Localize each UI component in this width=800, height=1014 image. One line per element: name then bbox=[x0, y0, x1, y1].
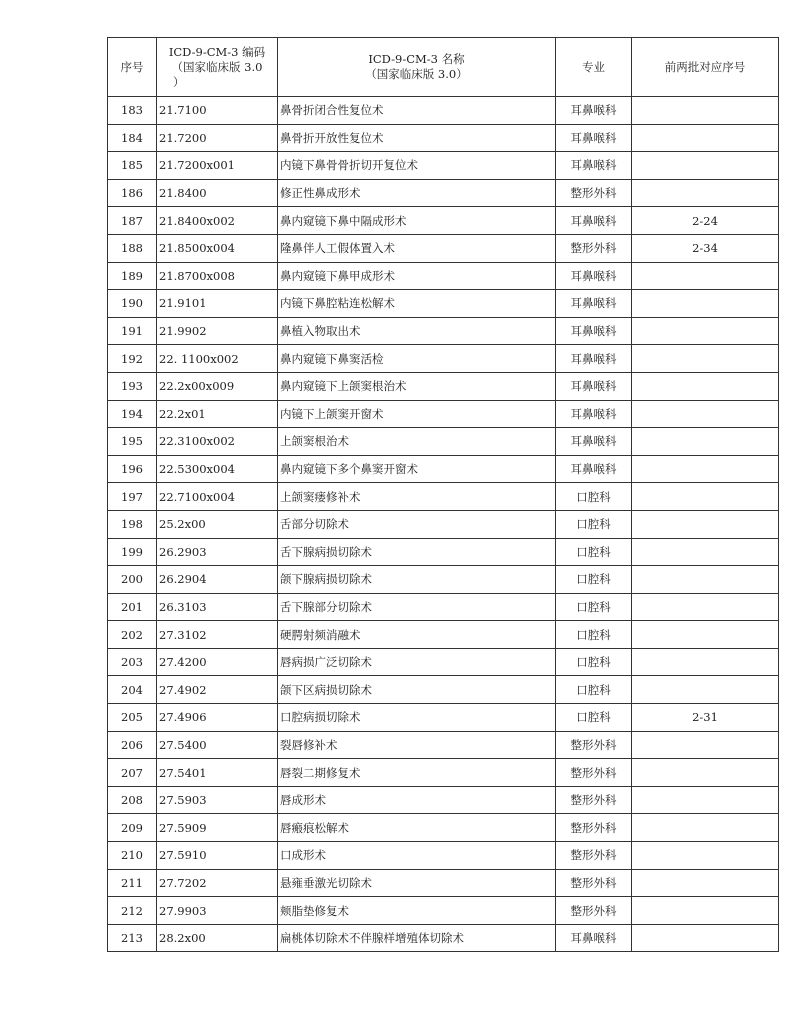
row-seq: 201 bbox=[108, 593, 157, 621]
row-seq: 192 bbox=[108, 345, 157, 373]
row-specialty: 耳鼻喉科 bbox=[556, 345, 632, 373]
row-name: 舌部分切除术 bbox=[278, 510, 556, 538]
row-specialty: 耳鼻喉科 bbox=[556, 207, 632, 235]
table-row bbox=[108, 676, 779, 704]
row-code: 27.5903 bbox=[157, 786, 278, 814]
row-name: 悬雍垂激光切除术 bbox=[278, 869, 556, 897]
row-specialty: 整形外科 bbox=[556, 234, 632, 262]
table-row bbox=[108, 483, 779, 511]
row-code: 22.7100x004 bbox=[157, 483, 278, 511]
row-specialty: 整形外科 bbox=[556, 179, 632, 207]
row-specialty: 口腔科 bbox=[556, 510, 632, 538]
row-specialty: 整形外科 bbox=[556, 897, 632, 925]
row-prev-index bbox=[632, 924, 779, 952]
row-code: 27.9903 bbox=[157, 897, 278, 925]
row-seq: 199 bbox=[108, 538, 157, 566]
table-row bbox=[108, 621, 779, 649]
row-code: 27.5401 bbox=[157, 759, 278, 787]
row-prev-index bbox=[632, 786, 779, 814]
row-prev-index: 2-24 bbox=[632, 207, 779, 235]
table-row bbox=[108, 207, 779, 235]
row-prev-index: 2-34 bbox=[632, 234, 779, 262]
row-code: 27.7202 bbox=[157, 869, 278, 897]
row-prev-index bbox=[632, 179, 779, 207]
row-prev-index bbox=[632, 317, 779, 345]
table-row bbox=[108, 262, 779, 290]
row-seq: 204 bbox=[108, 676, 157, 704]
table-row bbox=[108, 428, 779, 456]
row-prev-index bbox=[632, 566, 779, 594]
table-row bbox=[108, 317, 779, 345]
table-row bbox=[108, 648, 779, 676]
row-code: 21.8400 bbox=[157, 179, 278, 207]
row-specialty: 口腔科 bbox=[556, 648, 632, 676]
row-name: 裂唇修补术 bbox=[278, 731, 556, 759]
header-specialty: 专业 bbox=[556, 38, 632, 97]
table-row bbox=[108, 400, 779, 428]
row-specialty: 耳鼻喉科 bbox=[556, 290, 632, 318]
table-row bbox=[108, 510, 779, 538]
row-prev-index bbox=[632, 428, 779, 456]
row-code: 28.2x00 bbox=[157, 924, 278, 952]
row-prev-index bbox=[632, 262, 779, 290]
row-code: 22.5300x004 bbox=[157, 455, 278, 483]
row-code: 26.2903 bbox=[157, 538, 278, 566]
table-row bbox=[108, 124, 779, 152]
row-specialty: 耳鼻喉科 bbox=[556, 924, 632, 952]
row-prev-index bbox=[632, 621, 779, 649]
row-specialty: 耳鼻喉科 bbox=[556, 428, 632, 456]
row-seq: 190 bbox=[108, 290, 157, 318]
procedure-table-page bbox=[107, 37, 779, 952]
table-row bbox=[108, 593, 779, 621]
row-seq: 212 bbox=[108, 897, 157, 925]
row-prev-index bbox=[632, 814, 779, 842]
row-seq: 185 bbox=[108, 152, 157, 180]
header-code: ICD-9-CM-3 编码 （国家临床版 3.0 ） bbox=[157, 38, 278, 97]
row-code: 21.7100 bbox=[157, 97, 278, 125]
row-name: 隆鼻伴人工假体置入术 bbox=[278, 234, 556, 262]
row-prev-index bbox=[632, 676, 779, 704]
row-name: 修正性鼻成形术 bbox=[278, 179, 556, 207]
row-name: 颌下区病损切除术 bbox=[278, 676, 556, 704]
row-specialty: 口腔科 bbox=[556, 593, 632, 621]
row-seq: 206 bbox=[108, 731, 157, 759]
row-seq: 186 bbox=[108, 179, 157, 207]
row-prev-index bbox=[632, 759, 779, 787]
row-specialty: 耳鼻喉科 bbox=[556, 124, 632, 152]
row-name: 唇瘢痕松解术 bbox=[278, 814, 556, 842]
row-name: 口成形术 bbox=[278, 842, 556, 870]
header-name: ICD-9-CM-3 名称 （国家临床版 3.0） bbox=[278, 38, 556, 97]
row-name: 鼻植入物取出术 bbox=[278, 317, 556, 345]
row-seq: 194 bbox=[108, 400, 157, 428]
table-row bbox=[108, 566, 779, 594]
row-seq: 207 bbox=[108, 759, 157, 787]
table-row bbox=[108, 234, 779, 262]
row-name: 颌下腺病损切除术 bbox=[278, 566, 556, 594]
row-specialty: 耳鼻喉科 bbox=[556, 262, 632, 290]
row-specialty: 整形外科 bbox=[556, 869, 632, 897]
table-header bbox=[108, 38, 779, 97]
row-name: 鼻骨折开放性复位术 bbox=[278, 124, 556, 152]
table-row bbox=[108, 372, 779, 400]
row-name: 鼻内窥镜下上颌窦根治术 bbox=[278, 372, 556, 400]
table-row bbox=[108, 924, 779, 952]
row-prev-index bbox=[632, 869, 779, 897]
row-name: 内镜下鼻腔粘连松解术 bbox=[278, 290, 556, 318]
header-prev-index: 前两批对应序号 bbox=[632, 38, 779, 97]
row-specialty: 耳鼻喉科 bbox=[556, 97, 632, 125]
row-name: 唇裂二期修复术 bbox=[278, 759, 556, 787]
row-name: 鼻内窥镜下鼻甲成形术 bbox=[278, 262, 556, 290]
row-prev-index bbox=[632, 290, 779, 318]
row-seq: 193 bbox=[108, 372, 157, 400]
row-seq: 209 bbox=[108, 814, 157, 842]
row-name: 鼻骨折闭合性复位术 bbox=[278, 97, 556, 125]
row-name: 上颌窦瘘修补术 bbox=[278, 483, 556, 511]
row-code: 22.3100x002 bbox=[157, 428, 278, 456]
row-name: 舌下腺病损切除术 bbox=[278, 538, 556, 566]
row-name: 唇病损广泛切除术 bbox=[278, 648, 556, 676]
table-row bbox=[108, 290, 779, 318]
row-prev-index bbox=[632, 455, 779, 483]
row-seq: 197 bbox=[108, 483, 157, 511]
row-seq: 211 bbox=[108, 869, 157, 897]
row-name: 扁桃体切除术不伴腺样增殖体切除术 bbox=[278, 924, 556, 952]
row-prev-index: 2-31 bbox=[632, 704, 779, 732]
row-seq: 202 bbox=[108, 621, 157, 649]
table-row bbox=[108, 869, 779, 897]
row-specialty: 耳鼻喉科 bbox=[556, 455, 632, 483]
row-specialty: 口腔科 bbox=[556, 483, 632, 511]
row-seq: 189 bbox=[108, 262, 157, 290]
row-name: 舌下腺部分切除术 bbox=[278, 593, 556, 621]
row-prev-index bbox=[632, 648, 779, 676]
table-row bbox=[108, 842, 779, 870]
row-code: 26.2904 bbox=[157, 566, 278, 594]
row-code: 21.7200x001 bbox=[157, 152, 278, 180]
row-prev-index bbox=[632, 345, 779, 373]
row-prev-index bbox=[632, 483, 779, 511]
row-seq: 183 bbox=[108, 97, 157, 125]
row-seq: 203 bbox=[108, 648, 157, 676]
table-row bbox=[108, 538, 779, 566]
row-seq: 184 bbox=[108, 124, 157, 152]
row-seq: 213 bbox=[108, 924, 157, 952]
table-row bbox=[108, 814, 779, 842]
row-code: 22. 1100x002 bbox=[157, 345, 278, 373]
row-specialty: 耳鼻喉科 bbox=[556, 372, 632, 400]
header-seq: 序号 bbox=[108, 38, 157, 97]
row-specialty: 整形外科 bbox=[556, 786, 632, 814]
row-specialty: 整形外科 bbox=[556, 814, 632, 842]
row-name: 内镜下鼻骨骨折切开复位术 bbox=[278, 152, 556, 180]
row-specialty: 口腔科 bbox=[556, 566, 632, 594]
row-code: 27.4906 bbox=[157, 704, 278, 732]
row-prev-index bbox=[632, 372, 779, 400]
table-row bbox=[108, 704, 779, 732]
row-prev-index bbox=[632, 400, 779, 428]
row-specialty: 口腔科 bbox=[556, 676, 632, 704]
row-prev-index bbox=[632, 97, 779, 125]
row-seq: 200 bbox=[108, 566, 157, 594]
row-specialty: 口腔科 bbox=[556, 538, 632, 566]
procedure-table bbox=[107, 37, 779, 952]
row-name: 上颌窦根治术 bbox=[278, 428, 556, 456]
row-seq: 187 bbox=[108, 207, 157, 235]
table-row bbox=[108, 897, 779, 925]
row-name: 鼻内窥镜下鼻中隔成形术 bbox=[278, 207, 556, 235]
table-row bbox=[108, 786, 779, 814]
row-prev-index bbox=[632, 124, 779, 152]
row-code: 22.2x01 bbox=[157, 400, 278, 428]
row-code: 21.9101 bbox=[157, 290, 278, 318]
row-name: 鼻内窥镜下鼻窦活检 bbox=[278, 345, 556, 373]
row-prev-index bbox=[632, 510, 779, 538]
row-prev-index bbox=[632, 538, 779, 566]
row-code: 27.5400 bbox=[157, 731, 278, 759]
row-code: 22.2x00x009 bbox=[157, 372, 278, 400]
row-specialty: 整形外科 bbox=[556, 842, 632, 870]
table-row bbox=[108, 731, 779, 759]
row-seq: 208 bbox=[108, 786, 157, 814]
row-prev-index bbox=[632, 593, 779, 621]
row-specialty: 耳鼻喉科 bbox=[556, 317, 632, 345]
row-name: 内镜下上颌窦开窗术 bbox=[278, 400, 556, 428]
row-specialty: 耳鼻喉科 bbox=[556, 152, 632, 180]
table-body bbox=[108, 97, 779, 952]
row-seq: 198 bbox=[108, 510, 157, 538]
row-name: 唇成形术 bbox=[278, 786, 556, 814]
row-seq: 195 bbox=[108, 428, 157, 456]
row-name: 颊脂垫修复术 bbox=[278, 897, 556, 925]
row-name: 鼻内窥镜下多个鼻窦开窗术 bbox=[278, 455, 556, 483]
row-code: 21.8700x008 bbox=[157, 262, 278, 290]
row-name: 口腔病损切除术 bbox=[278, 704, 556, 732]
row-specialty: 整形外科 bbox=[556, 759, 632, 787]
row-code: 21.8400x002 bbox=[157, 207, 278, 235]
row-code: 27.5909 bbox=[157, 814, 278, 842]
row-code: 27.3102 bbox=[157, 621, 278, 649]
row-code: 21.8500x004 bbox=[157, 234, 278, 262]
row-seq: 210 bbox=[108, 842, 157, 870]
row-code: 21.9902 bbox=[157, 317, 278, 345]
row-seq: 191 bbox=[108, 317, 157, 345]
row-prev-index bbox=[632, 152, 779, 180]
row-code: 27.4200 bbox=[157, 648, 278, 676]
row-code: 25.2x00 bbox=[157, 510, 278, 538]
table-row bbox=[108, 759, 779, 787]
table-row bbox=[108, 152, 779, 180]
row-prev-index bbox=[632, 897, 779, 925]
row-specialty: 整形外科 bbox=[556, 731, 632, 759]
row-specialty: 口腔科 bbox=[556, 704, 632, 732]
row-code: 27.4902 bbox=[157, 676, 278, 704]
row-code: 26.3103 bbox=[157, 593, 278, 621]
row-specialty: 口腔科 bbox=[556, 621, 632, 649]
table-row bbox=[108, 345, 779, 373]
row-seq: 188 bbox=[108, 234, 157, 262]
row-prev-index bbox=[632, 842, 779, 870]
row-seq: 205 bbox=[108, 704, 157, 732]
row-specialty: 耳鼻喉科 bbox=[556, 400, 632, 428]
row-prev-index bbox=[632, 731, 779, 759]
row-code: 27.5910 bbox=[157, 842, 278, 870]
row-seq: 196 bbox=[108, 455, 157, 483]
table-row bbox=[108, 179, 779, 207]
row-name: 硬腭射频消融术 bbox=[278, 621, 556, 649]
row-code: 21.7200 bbox=[157, 124, 278, 152]
table-row bbox=[108, 97, 779, 125]
table-row bbox=[108, 455, 779, 483]
